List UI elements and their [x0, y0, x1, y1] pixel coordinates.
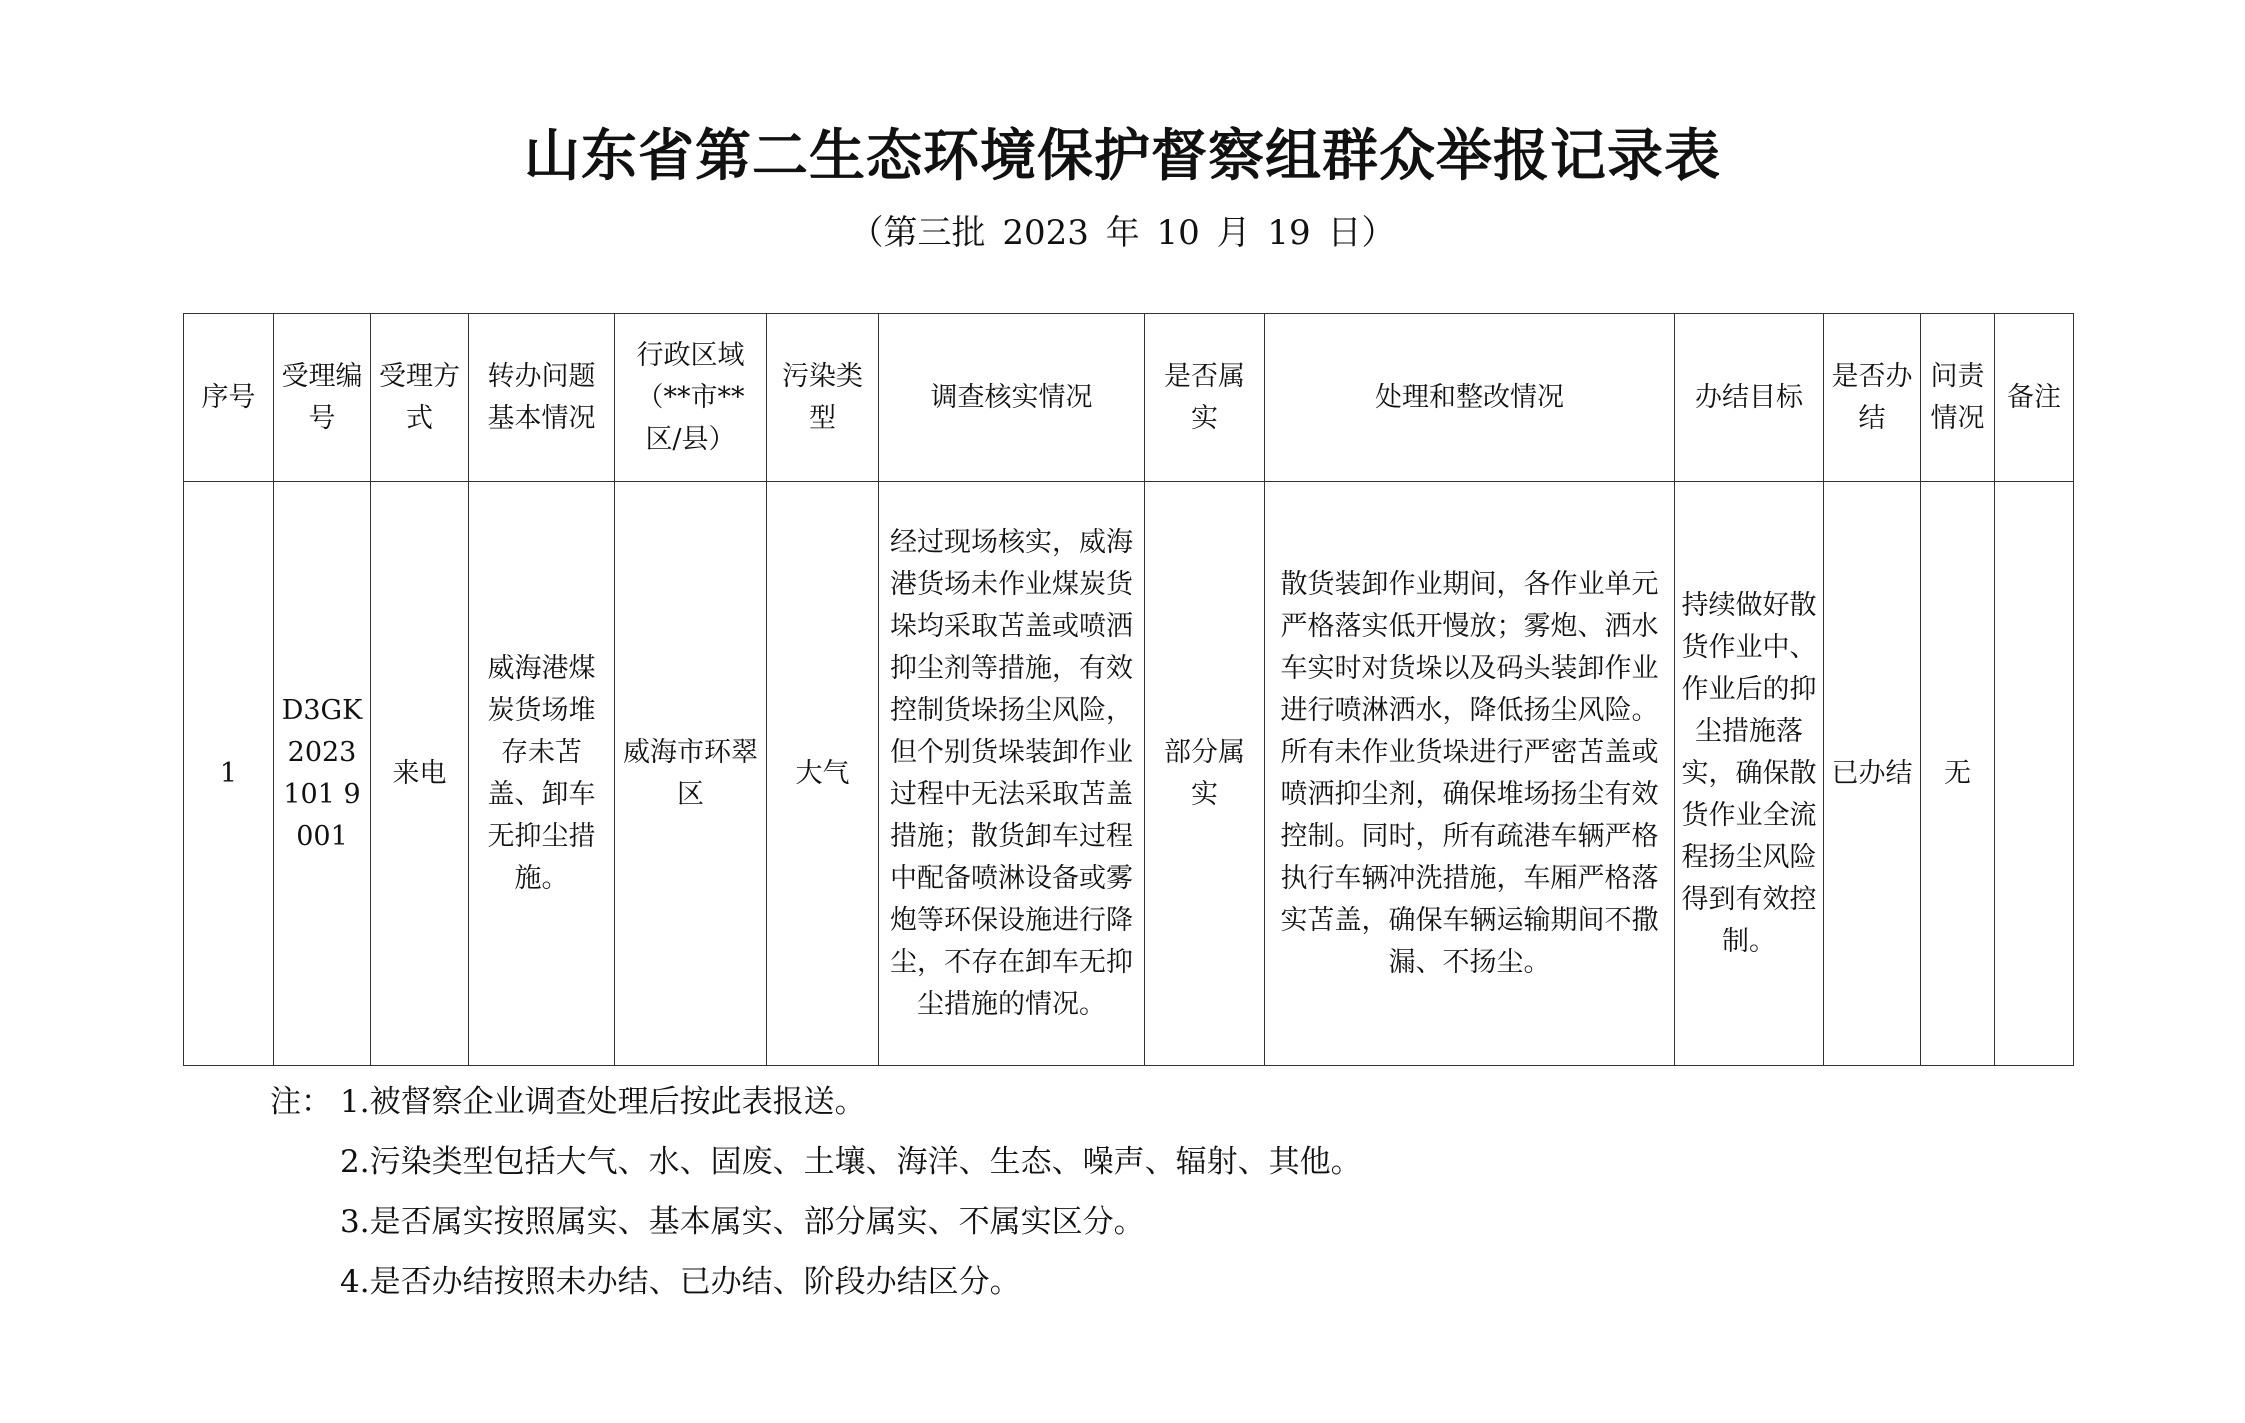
header-method: 受理方式 [371, 314, 469, 482]
header-region: 行政区域（**市**区/县） [615, 314, 767, 482]
note-item: 2.污染类型包括大气、水、固废、土壤、海洋、生态、噪声、辐射、其他。 [340, 1144, 1362, 1180]
header-code: 受理编号 [274, 314, 371, 482]
header-accountability: 问责情况 [1921, 314, 1995, 482]
cell-accountability: 无 [1921, 482, 1995, 1066]
header-verified: 是否属实 [1145, 314, 1265, 482]
header-seq: 序号 [184, 314, 274, 482]
page-subtitle: （第三批 2023 年 10 月 19 日） [849, 213, 1396, 253]
table-row [184, 482, 2074, 1066]
cell-code: D3GK2023101 9001 [274, 482, 371, 1066]
notes [270, 1078, 1362, 1318]
header-remark: 备注 [1995, 314, 2074, 482]
notes-label: 注： [270, 1084, 332, 1120]
note-item: 3.是否属实按照属实、基本属实、部分属实、不属实区分。 [340, 1204, 1145, 1240]
header-investigation: 调查核实情况 [879, 314, 1145, 482]
note-item: 4.是否办结按照未办结、已办结、阶段办结区分。 [340, 1264, 1021, 1300]
note-item [270, 1078, 1362, 1138]
header-closed: 是否办结 [1824, 314, 1921, 482]
note-text: 1.被督察企业调查处理后按此表报送。 [340, 1084, 866, 1120]
cell-remark [1995, 482, 2074, 1066]
cell-region: 威海市环翠区 [615, 482, 767, 1066]
cell-problem: 威海港煤炭货场堆存未苫盖、卸车无抑尘措施。 [469, 482, 615, 1066]
cell-verified: 部分属实 [1145, 482, 1265, 1066]
page-title: 山东省第二生态环境保护督察组群众举报记录表 [524, 124, 1721, 189]
cell-rectification: 散货装卸作业期间，各作业单元严格落实低开慢放；雾炮、洒水车实时对货垛以及码头装卸作业进行喷淋洒水，降低扬尘风险。所有未作业货垛进行严密苫盖或喷洒抑尘剂，确保堆场扬尘有效控制。同时，所有疏港车辆严格执行车辆冲洗措施，车厢严格落实苫盖，确保车辆运输期间不撒漏、不扬尘。 [1265, 482, 1675, 1066]
cell-closed: 已办结 [1824, 482, 1921, 1066]
header-pollution: 污染类型 [767, 314, 879, 482]
table-header-row [184, 314, 2074, 482]
header-rectification: 处理和整改情况 [1265, 314, 1675, 482]
cell-method: 来电 [371, 482, 469, 1066]
cell-investigation: 经过现场核实，威海港货场未作业煤炭货垛均采取苫盖或喷洒抑尘剂等措施，有效控制货垛扬尘风险，但个别货垛装卸作业过程中无法采取苫盖措施；散货卸车过程中配备喷淋设备或雾炮等环保设施进行降尘，不存在卸车无抑尘措施的情况。 [879, 482, 1145, 1066]
cell-target: 持续做好散货作业中、作业后的抑尘措施落实，确保散货作业全流程扬尘风险得到有效控制。 [1675, 482, 1824, 1066]
cell-seq: 1 [184, 482, 274, 1066]
header-target: 办结目标 [1675, 314, 1824, 482]
cell-pollution: 大气 [767, 482, 879, 1066]
report-table [183, 313, 2074, 1066]
header-problem: 转办问题基本情况 [469, 314, 615, 482]
